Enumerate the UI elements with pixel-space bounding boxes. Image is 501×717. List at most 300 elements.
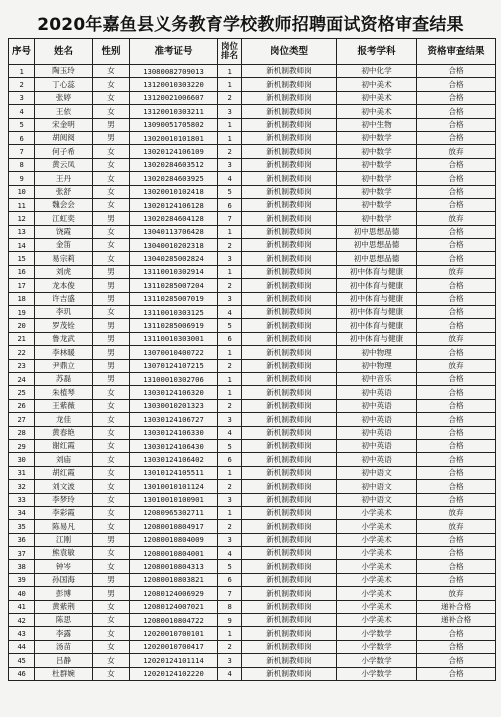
table-row	[9, 480, 496, 493]
cell-index: 46	[9, 667, 35, 680]
page-title: 2020年嘉鱼县义务教育学校教师招聘面试资格审查结果	[37, 15, 464, 35]
cell-index: 20	[9, 319, 35, 332]
cell-gender: 女	[93, 439, 130, 452]
cell-rank: 6	[218, 332, 242, 345]
cell-subject: 小学美术	[337, 587, 417, 600]
cell-rank: 4	[218, 547, 242, 560]
cell-post-type: 新机制教师岗	[242, 65, 337, 78]
cell-result: 合格	[417, 439, 496, 452]
cell-result: 合格	[417, 346, 496, 359]
cell-subject: 初中体育与健康	[337, 265, 417, 278]
cell-subject: 初中英语	[337, 413, 417, 426]
cell-post-type: 新机制教师岗	[242, 667, 337, 680]
cell-post-type: 新机制教师岗	[242, 319, 337, 332]
cell-ticket: 13100010302706	[130, 372, 218, 385]
cell-gender: 女	[93, 386, 130, 399]
cell-name: 熊袁敏	[35, 547, 93, 560]
cell-gender: 女	[93, 252, 130, 265]
cell-gender: 女	[93, 198, 130, 211]
cell-name: 饶霞	[35, 225, 93, 238]
cell-rank: 4	[218, 172, 242, 185]
cell-ticket: 12080010804001	[130, 547, 218, 560]
cell-result: 放弃	[417, 212, 496, 225]
cell-rank: 3	[218, 158, 242, 171]
cell-name: 彭博	[35, 587, 93, 600]
cell-ticket: 13120010303211	[130, 105, 218, 118]
cell-subject: 初中数学	[337, 145, 417, 158]
cell-rank: 3	[218, 105, 242, 118]
cell-post-type: 新机制教师岗	[242, 118, 337, 131]
cell-subject: 初中英语	[337, 399, 417, 412]
cell-gender: 男	[93, 118, 130, 131]
cell-name: 孙国海	[35, 573, 93, 586]
cell-name: 鲁龙武	[35, 332, 93, 345]
cell-result: 合格	[417, 547, 496, 560]
cell-post-type: 新机制教师岗	[242, 560, 337, 573]
cell-gender: 女	[93, 480, 130, 493]
cell-index: 39	[9, 573, 35, 586]
cell-ticket: 13020284603925	[130, 172, 218, 185]
cell-rank: 9	[218, 614, 242, 627]
cell-ticket: 13010010100901	[130, 493, 218, 506]
table-body	[9, 65, 496, 681]
cell-rank: 6	[218, 198, 242, 211]
cell-post-type: 新机制教师岗	[242, 279, 337, 292]
cell-name: 汤苗	[35, 640, 93, 653]
cell-ticket: 13030124106727	[130, 413, 218, 426]
cell-result: 合格	[417, 172, 496, 185]
cell-ticket: 12080010804722	[130, 614, 218, 627]
cell-post-type: 新机制教师岗	[242, 198, 337, 211]
cell-gender: 女	[93, 225, 130, 238]
cell-rank: 2	[218, 480, 242, 493]
cell-result: 合格	[417, 413, 496, 426]
cell-name: 张舒	[35, 185, 93, 198]
cell-name: 黄云凤	[35, 158, 93, 171]
cell-index: 17	[9, 279, 35, 292]
cell-post-type: 新机制教师岗	[242, 453, 337, 466]
cell-index: 15	[9, 252, 35, 265]
cell-rank: 1	[218, 78, 242, 91]
cell-gender: 女	[93, 426, 130, 439]
cell-name: 江刚	[35, 533, 93, 546]
cell-post-type: 新机制教师岗	[242, 654, 337, 667]
cell-subject: 初中化学	[337, 65, 417, 78]
cell-rank: 2	[218, 279, 242, 292]
cell-name: 胡红霞	[35, 466, 93, 479]
cell-gender: 女	[93, 520, 130, 533]
table-row	[9, 198, 496, 211]
table-row	[9, 667, 496, 680]
cell-subject: 小学美术	[337, 600, 417, 613]
cell-index: 42	[9, 614, 35, 627]
cell-subject: 小学数学	[337, 654, 417, 667]
cell-rank: 8	[218, 600, 242, 613]
cell-rank: 1	[218, 506, 242, 519]
table-row	[9, 506, 496, 519]
cell-subject: 小学数学	[337, 640, 417, 653]
cell-ticket: 13080082709013	[130, 65, 218, 78]
cell-index: 23	[9, 359, 35, 372]
cell-gender: 男	[93, 279, 130, 292]
cell-index: 2	[9, 78, 35, 91]
cell-post-type: 新机制教师岗	[242, 627, 337, 640]
cell-subject: 小学美术	[337, 533, 417, 546]
table-row	[9, 185, 496, 198]
cell-ticket: 13070010400722	[130, 346, 218, 359]
cell-name: 罗茂铨	[35, 319, 93, 332]
cell-gender: 女	[93, 306, 130, 319]
cell-subject: 初中数学	[337, 131, 417, 144]
cell-subject: 初中语文	[337, 493, 417, 506]
table-row	[9, 614, 496, 627]
cell-rank: 3	[218, 413, 242, 426]
cell-subject: 初中数学	[337, 212, 417, 225]
cell-gender: 男	[93, 332, 130, 345]
cell-rank: 2	[218, 145, 242, 158]
header-result: 资格审查结果	[417, 39, 496, 65]
cell-gender: 女	[93, 640, 130, 653]
cell-ticket: 13030010201323	[130, 399, 218, 412]
cell-index: 44	[9, 640, 35, 653]
cell-name: 江虹奕	[35, 212, 93, 225]
cell-ticket: 12080010804009	[130, 533, 218, 546]
cell-post-type: 新机制教师岗	[242, 292, 337, 305]
cell-result: 递补合格	[417, 600, 496, 613]
cell-post-type: 新机制教师岗	[242, 439, 337, 452]
cell-ticket: 13070124107215	[130, 359, 218, 372]
cell-ticket: 13020284603512	[130, 158, 218, 171]
cell-post-type: 新机制教师岗	[242, 506, 337, 519]
table-row	[9, 627, 496, 640]
cell-ticket: 13030124106320	[130, 386, 218, 399]
cell-result: 放弃	[417, 265, 496, 278]
cell-rank: 3	[218, 292, 242, 305]
cell-index: 16	[9, 265, 35, 278]
cell-subject: 初中体育与健康	[337, 279, 417, 292]
cell-post-type: 新机制教师岗	[242, 587, 337, 600]
table-row	[9, 319, 496, 332]
cell-index: 33	[9, 493, 35, 506]
cell-result: 合格	[417, 386, 496, 399]
cell-name: 朱植琴	[35, 386, 93, 399]
cell-ticket: 13090051705802	[130, 118, 218, 131]
cell-post-type: 新机制教师岗	[242, 172, 337, 185]
cell-result: 放弃	[417, 359, 496, 372]
cell-result: 合格	[417, 319, 496, 332]
cell-ticket: 13030124106402	[130, 453, 218, 466]
cell-post-type: 新机制教师岗	[242, 78, 337, 91]
cell-rank: 6	[218, 573, 242, 586]
cell-gender: 女	[93, 172, 130, 185]
cell-index: 32	[9, 480, 35, 493]
cell-name: 王紫薇	[35, 399, 93, 412]
cell-gender: 女	[93, 614, 130, 627]
table-row	[9, 640, 496, 653]
cell-result: 合格	[417, 118, 496, 131]
cell-name: 龙本俊	[35, 279, 93, 292]
cell-rank: 2	[218, 520, 242, 533]
cell-index: 7	[9, 145, 35, 158]
cell-gender: 女	[93, 466, 130, 479]
cell-result: 合格	[417, 372, 496, 385]
table-row	[9, 372, 496, 385]
table-row	[9, 65, 496, 78]
cell-index: 12	[9, 212, 35, 225]
table-row	[9, 346, 496, 359]
cell-ticket: 13040010202318	[130, 239, 218, 252]
cell-subject: 初中体育与健康	[337, 332, 417, 345]
cell-post-type: 新机制教师岗	[242, 185, 337, 198]
cell-gender: 男	[93, 292, 130, 305]
cell-ticket: 13110010303125	[130, 306, 218, 319]
table-row	[9, 158, 496, 171]
cell-ticket: 13020124106109	[130, 145, 218, 158]
cell-rank: 3	[218, 533, 242, 546]
cell-ticket: 12080124006929	[130, 587, 218, 600]
cell-rank: 1	[218, 372, 242, 385]
cell-subject: 初中语文	[337, 480, 417, 493]
cell-post-type: 新机制教师岗	[242, 413, 337, 426]
cell-post-type: 新机制教师岗	[242, 265, 337, 278]
table-row	[9, 426, 496, 439]
cell-rank: 2	[218, 239, 242, 252]
table-row	[9, 520, 496, 533]
cell-name: 李露	[35, 627, 93, 640]
cell-index: 5	[9, 118, 35, 131]
cell-rank: 1	[218, 118, 242, 131]
cell-gender: 男	[93, 533, 130, 546]
cell-subject: 初中英语	[337, 426, 417, 439]
cell-rank: 6	[218, 453, 242, 466]
cell-rank: 3	[218, 252, 242, 265]
cell-ticket: 12080124007021	[130, 600, 218, 613]
cell-result: 放弃	[417, 332, 496, 345]
cell-name: 王丹	[35, 172, 93, 185]
cell-post-type: 新机制教师岗	[242, 252, 337, 265]
cell-subject: 初中思想品德	[337, 239, 417, 252]
cell-post-type: 新机制教师岗	[242, 239, 337, 252]
cell-ticket: 13110285007019	[130, 292, 218, 305]
cell-gender: 女	[93, 560, 130, 573]
cell-gender: 男	[93, 265, 130, 278]
cell-ticket: 12080010804917	[130, 520, 218, 533]
cell-name: 易宗莉	[35, 252, 93, 265]
cell-index: 10	[9, 185, 35, 198]
cell-name: 张婷	[35, 91, 93, 104]
cell-result: 合格	[417, 239, 496, 252]
cell-name: 何子希	[35, 145, 93, 158]
cell-subject: 小学美术	[337, 520, 417, 533]
cell-gender: 男	[93, 359, 130, 372]
cell-ticket: 13120010303220	[130, 78, 218, 91]
cell-gender: 女	[93, 185, 130, 198]
cell-index: 29	[9, 439, 35, 452]
cell-subject: 初中英语	[337, 453, 417, 466]
cell-index: 34	[9, 506, 35, 519]
cell-subject: 初中音乐	[337, 372, 417, 385]
cell-result: 合格	[417, 105, 496, 118]
table-row	[9, 654, 496, 667]
cell-post-type: 新机制教师岗	[242, 614, 337, 627]
cell-post-type: 新机制教师岗	[242, 386, 337, 399]
cell-rank: 3	[218, 493, 242, 506]
cell-rank: 1	[218, 265, 242, 278]
cell-rank: 4	[218, 306, 242, 319]
cell-post-type: 新机制教师岗	[242, 105, 337, 118]
table-row	[9, 453, 496, 466]
cell-post-type: 新机制教师岗	[242, 306, 337, 319]
cell-ticket: 12020010700101	[130, 627, 218, 640]
cell-subject: 初中英语	[337, 439, 417, 452]
cell-name: 刘庙	[35, 453, 93, 466]
cell-subject: 初中美术	[337, 105, 417, 118]
cell-result: 合格	[417, 573, 496, 586]
cell-gender: 女	[93, 105, 130, 118]
cell-result: 递补合格	[417, 614, 496, 627]
cell-subject: 初中美术	[337, 78, 417, 91]
table-row	[9, 306, 496, 319]
table-row	[9, 413, 496, 426]
cell-result: 合格	[417, 65, 496, 78]
table-row	[9, 239, 496, 252]
cell-result: 合格	[417, 480, 496, 493]
cell-subject: 初中生物	[337, 118, 417, 131]
cell-rank: 7	[218, 212, 242, 225]
cell-result: 合格	[417, 560, 496, 573]
cell-name: 尹鼎立	[35, 359, 93, 372]
table-row	[9, 600, 496, 613]
cell-index: 43	[9, 627, 35, 640]
cell-subject: 初中体育与健康	[337, 319, 417, 332]
cell-post-type: 新机制教师岗	[242, 372, 337, 385]
cell-ticket: 12020124101114	[130, 654, 218, 667]
cell-gender: 女	[93, 239, 130, 252]
cell-rank: 5	[218, 319, 242, 332]
cell-index: 25	[9, 386, 35, 399]
cell-post-type: 新机制教师岗	[242, 346, 337, 359]
cell-ticket: 13010010101124	[130, 480, 218, 493]
cell-gender: 男	[93, 372, 130, 385]
cell-gender: 男	[93, 319, 130, 332]
cell-ticket: 13030124106330	[130, 426, 218, 439]
cell-subject: 初中体育与健康	[337, 306, 417, 319]
cell-post-type: 新机制教师岗	[242, 91, 337, 104]
cell-subject: 小学美术	[337, 506, 417, 519]
cell-rank: 2	[218, 399, 242, 412]
cell-rank: 1	[218, 386, 242, 399]
cell-result: 放弃	[417, 506, 496, 519]
table-row	[9, 279, 496, 292]
cell-gender: 男	[93, 587, 130, 600]
cell-post-type: 新机制教师岗	[242, 212, 337, 225]
table-row	[9, 292, 496, 305]
cell-post-type: 新机制教师岗	[242, 573, 337, 586]
cell-result: 合格	[417, 158, 496, 171]
cell-subject: 初中数学	[337, 185, 417, 198]
cell-result: 合格	[417, 78, 496, 91]
cell-name: 吕静	[35, 654, 93, 667]
cell-gender: 女	[93, 600, 130, 613]
cell-ticket: 12080965302711	[130, 506, 218, 519]
cell-result: 合格	[417, 667, 496, 680]
cell-index: 6	[9, 131, 35, 144]
cell-index: 35	[9, 520, 35, 533]
header-name: 姓名	[35, 39, 93, 65]
cell-gender: 女	[93, 158, 130, 171]
cell-ticket: 13120021006607	[130, 91, 218, 104]
cell-name: 李玑	[35, 306, 93, 319]
cell-gender: 女	[93, 78, 130, 91]
table-row	[9, 131, 496, 144]
cell-subject: 小学美术	[337, 573, 417, 586]
cell-gender: 女	[93, 667, 130, 680]
cell-ticket: 13020010102418	[130, 185, 218, 198]
cell-subject: 小学数学	[337, 627, 417, 640]
table-row	[9, 252, 496, 265]
cell-gender: 女	[93, 627, 130, 640]
cell-rank: 3	[218, 654, 242, 667]
cell-ticket: 13010124105511	[130, 466, 218, 479]
cell-post-type: 新机制教师岗	[242, 225, 337, 238]
cell-result: 合格	[417, 627, 496, 640]
cell-index: 28	[9, 426, 35, 439]
cell-name: 胡阅阅	[35, 131, 93, 144]
cell-ticket: 13040285002824	[130, 252, 218, 265]
cell-ticket: 12080010803821	[130, 573, 218, 586]
cell-post-type: 新机制教师岗	[242, 426, 337, 439]
cell-post-type: 新机制教师岗	[242, 533, 337, 546]
cell-result: 合格	[417, 640, 496, 653]
cell-ticket: 12020124102220	[130, 667, 218, 680]
cell-name: 宋金明	[35, 118, 93, 131]
cell-gender: 女	[93, 493, 130, 506]
cell-index: 38	[9, 560, 35, 573]
cell-post-type: 新机制教师岗	[242, 131, 337, 144]
cell-index: 30	[9, 453, 35, 466]
cell-name: 刘虎	[35, 265, 93, 278]
cell-result: 合格	[417, 225, 496, 238]
cell-post-type: 新机制教师岗	[242, 493, 337, 506]
cell-name: 魏会会	[35, 198, 93, 211]
cell-result: 合格	[417, 306, 496, 319]
cell-subject: 初中数学	[337, 198, 417, 211]
cell-name: 王依	[35, 105, 93, 118]
cell-rank: 2	[218, 359, 242, 372]
cell-post-type: 新机制教师岗	[242, 158, 337, 171]
cell-post-type: 新机制教师岗	[242, 640, 337, 653]
header-subject: 报考学科	[337, 39, 417, 65]
cell-index: 3	[9, 91, 35, 104]
table-row	[9, 78, 496, 91]
cell-result: 合格	[417, 279, 496, 292]
cell-ticket: 13110285006919	[130, 319, 218, 332]
cell-ticket: 13020284604128	[130, 212, 218, 225]
cell-result: 合格	[417, 292, 496, 305]
cell-gender: 男	[93, 573, 130, 586]
cell-rank: 1	[218, 131, 242, 144]
cell-rank: 2	[218, 91, 242, 104]
cell-name: 陈思	[35, 614, 93, 627]
cell-post-type: 新机制教师岗	[242, 520, 337, 533]
cell-subject: 初中美术	[337, 91, 417, 104]
header-post-type: 岗位类型	[242, 39, 337, 65]
results-table	[8, 38, 496, 681]
cell-index: 18	[9, 292, 35, 305]
cell-name: 苏磊	[35, 372, 93, 385]
cell-name: 黄紫荆	[35, 600, 93, 613]
cell-result: 合格	[417, 91, 496, 104]
